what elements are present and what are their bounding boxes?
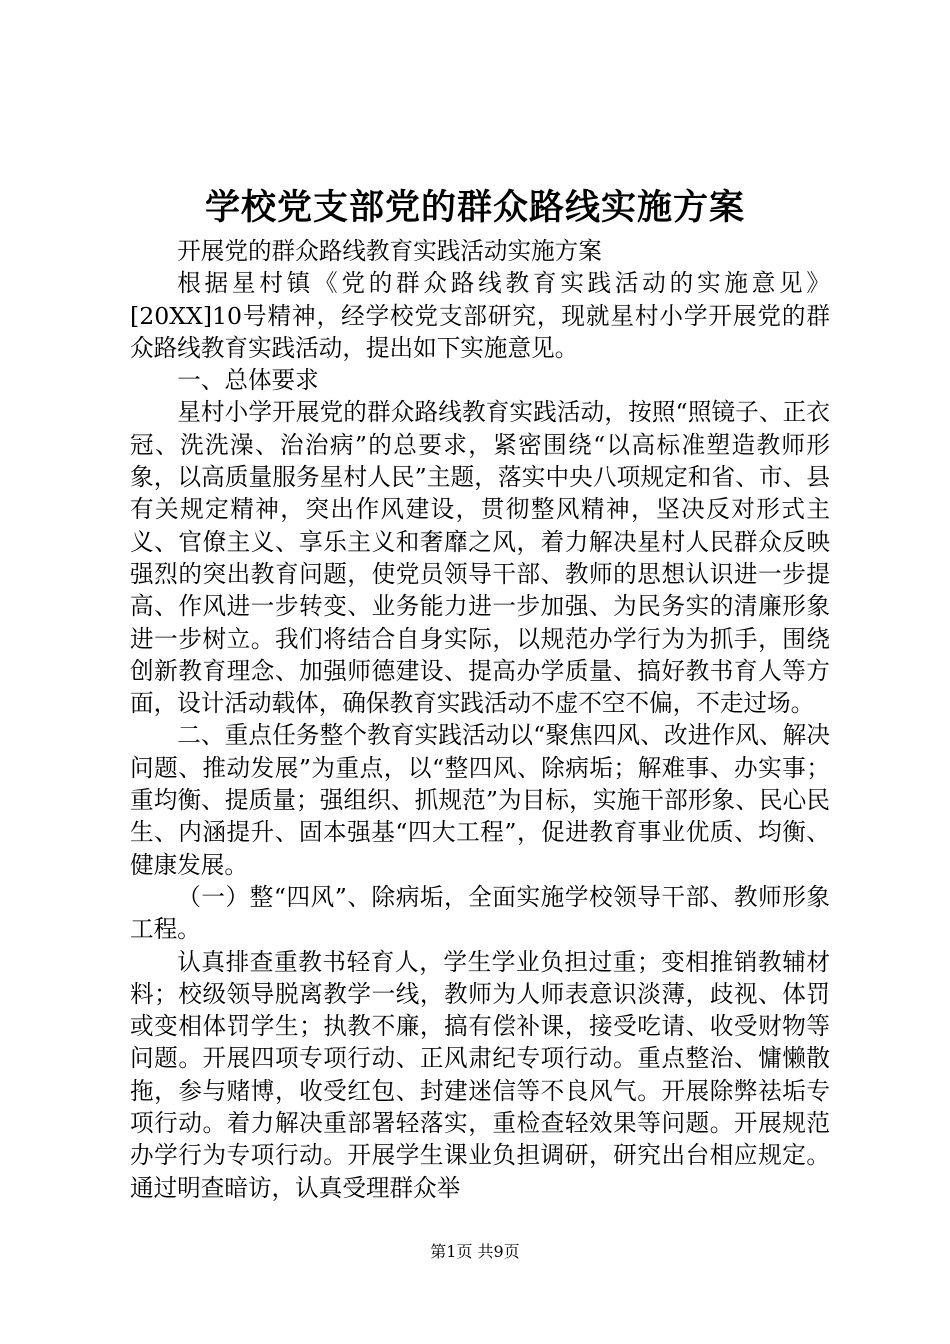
intro-paragraph: 根据星村镇《党的群众路线教育实践活动的实施意见》[20XX]10号精神，经学校党支部研究，现就星村小学开展党的群众路线教育实践活动，提出如下实施意见。 [130, 269, 830, 362]
document-body [130, 235, 830, 1204]
page-footer: 第1页 共9页 [430, 1242, 520, 1261]
subtitle-paragraph: 开展党的群众路线教育实践活动实施方案 [177, 237, 602, 265]
subsection-heading: （一）整“四风”、除病垢，全面实施学校领导干部、教师形象工程。 [130, 882, 830, 944]
body-paragraph: 认真排查重教书轻育人，学生学业负担过重；变相推销教辅材料；校级领导脱离教学一线，教师为人师表意识淡薄，歧视、体罚或变相体罚学生；执教不廉，搞有偿补课，接受吃请、收受财物等问题。开展四项专项行动、正风肃纪专项行动。重点整治、慵懒散拖，参与赌博，收受红包、封建迷信等不良风气。开展除弊祛垢专项行动。着力解决重部署轻落实，重检查轻效果等问题。开展规范办学行为专项行动。开展学生课业负担调研，研究出台相应规定。通过明查暗访，认真受理群众举 [130, 947, 830, 1202]
body-paragraph: 星村小学开展党的群众路线教育实践活动，按照“照镜子、正衣冠、洗洗澡、治治病”的总要求，紧密围绕“以高标准塑造教师形象，以高质量服务星村人民”主题，落实中央八项规定和省、市、县有关规定精神，突出作风建设，贯彻整风精神，坚决反对形式主义、官僚主义、享乐主义和奢靡之风，着力解决星村人民群众反映强烈的突出教育问题，使党员领导干部、教师的思想认识进一步提高、作风进一步转变、业务能力进一步加强、为民务实的清廉形象进一步树立。我们将结合自身实际，以规范办学行为为抓手，围绕创新教育理念、加强师德建设、提高办学质量、搞好教书育人等方面，设计活动载体，确保教育实践活动不虚不空不偏，不走过场。 [130, 398, 830, 718]
section-heading: 一、总体要求 [177, 366, 319, 395]
document-title: 学校党支部党的群众路线实施方案 [204, 187, 745, 228]
body-paragraph: 二、重点任务整个教育实践活动以“聚焦四风、改进作风、解决问题、推动发展”为重点，以“整四风、除病垢；解难事、办实事；重均衡、提质量；强组织、抓规范”为目标，实施干部形象、民心民生、内涵提升、固本强基“四大工程”，促进教育事业优质、均衡、健康发展。 [130, 721, 830, 879]
